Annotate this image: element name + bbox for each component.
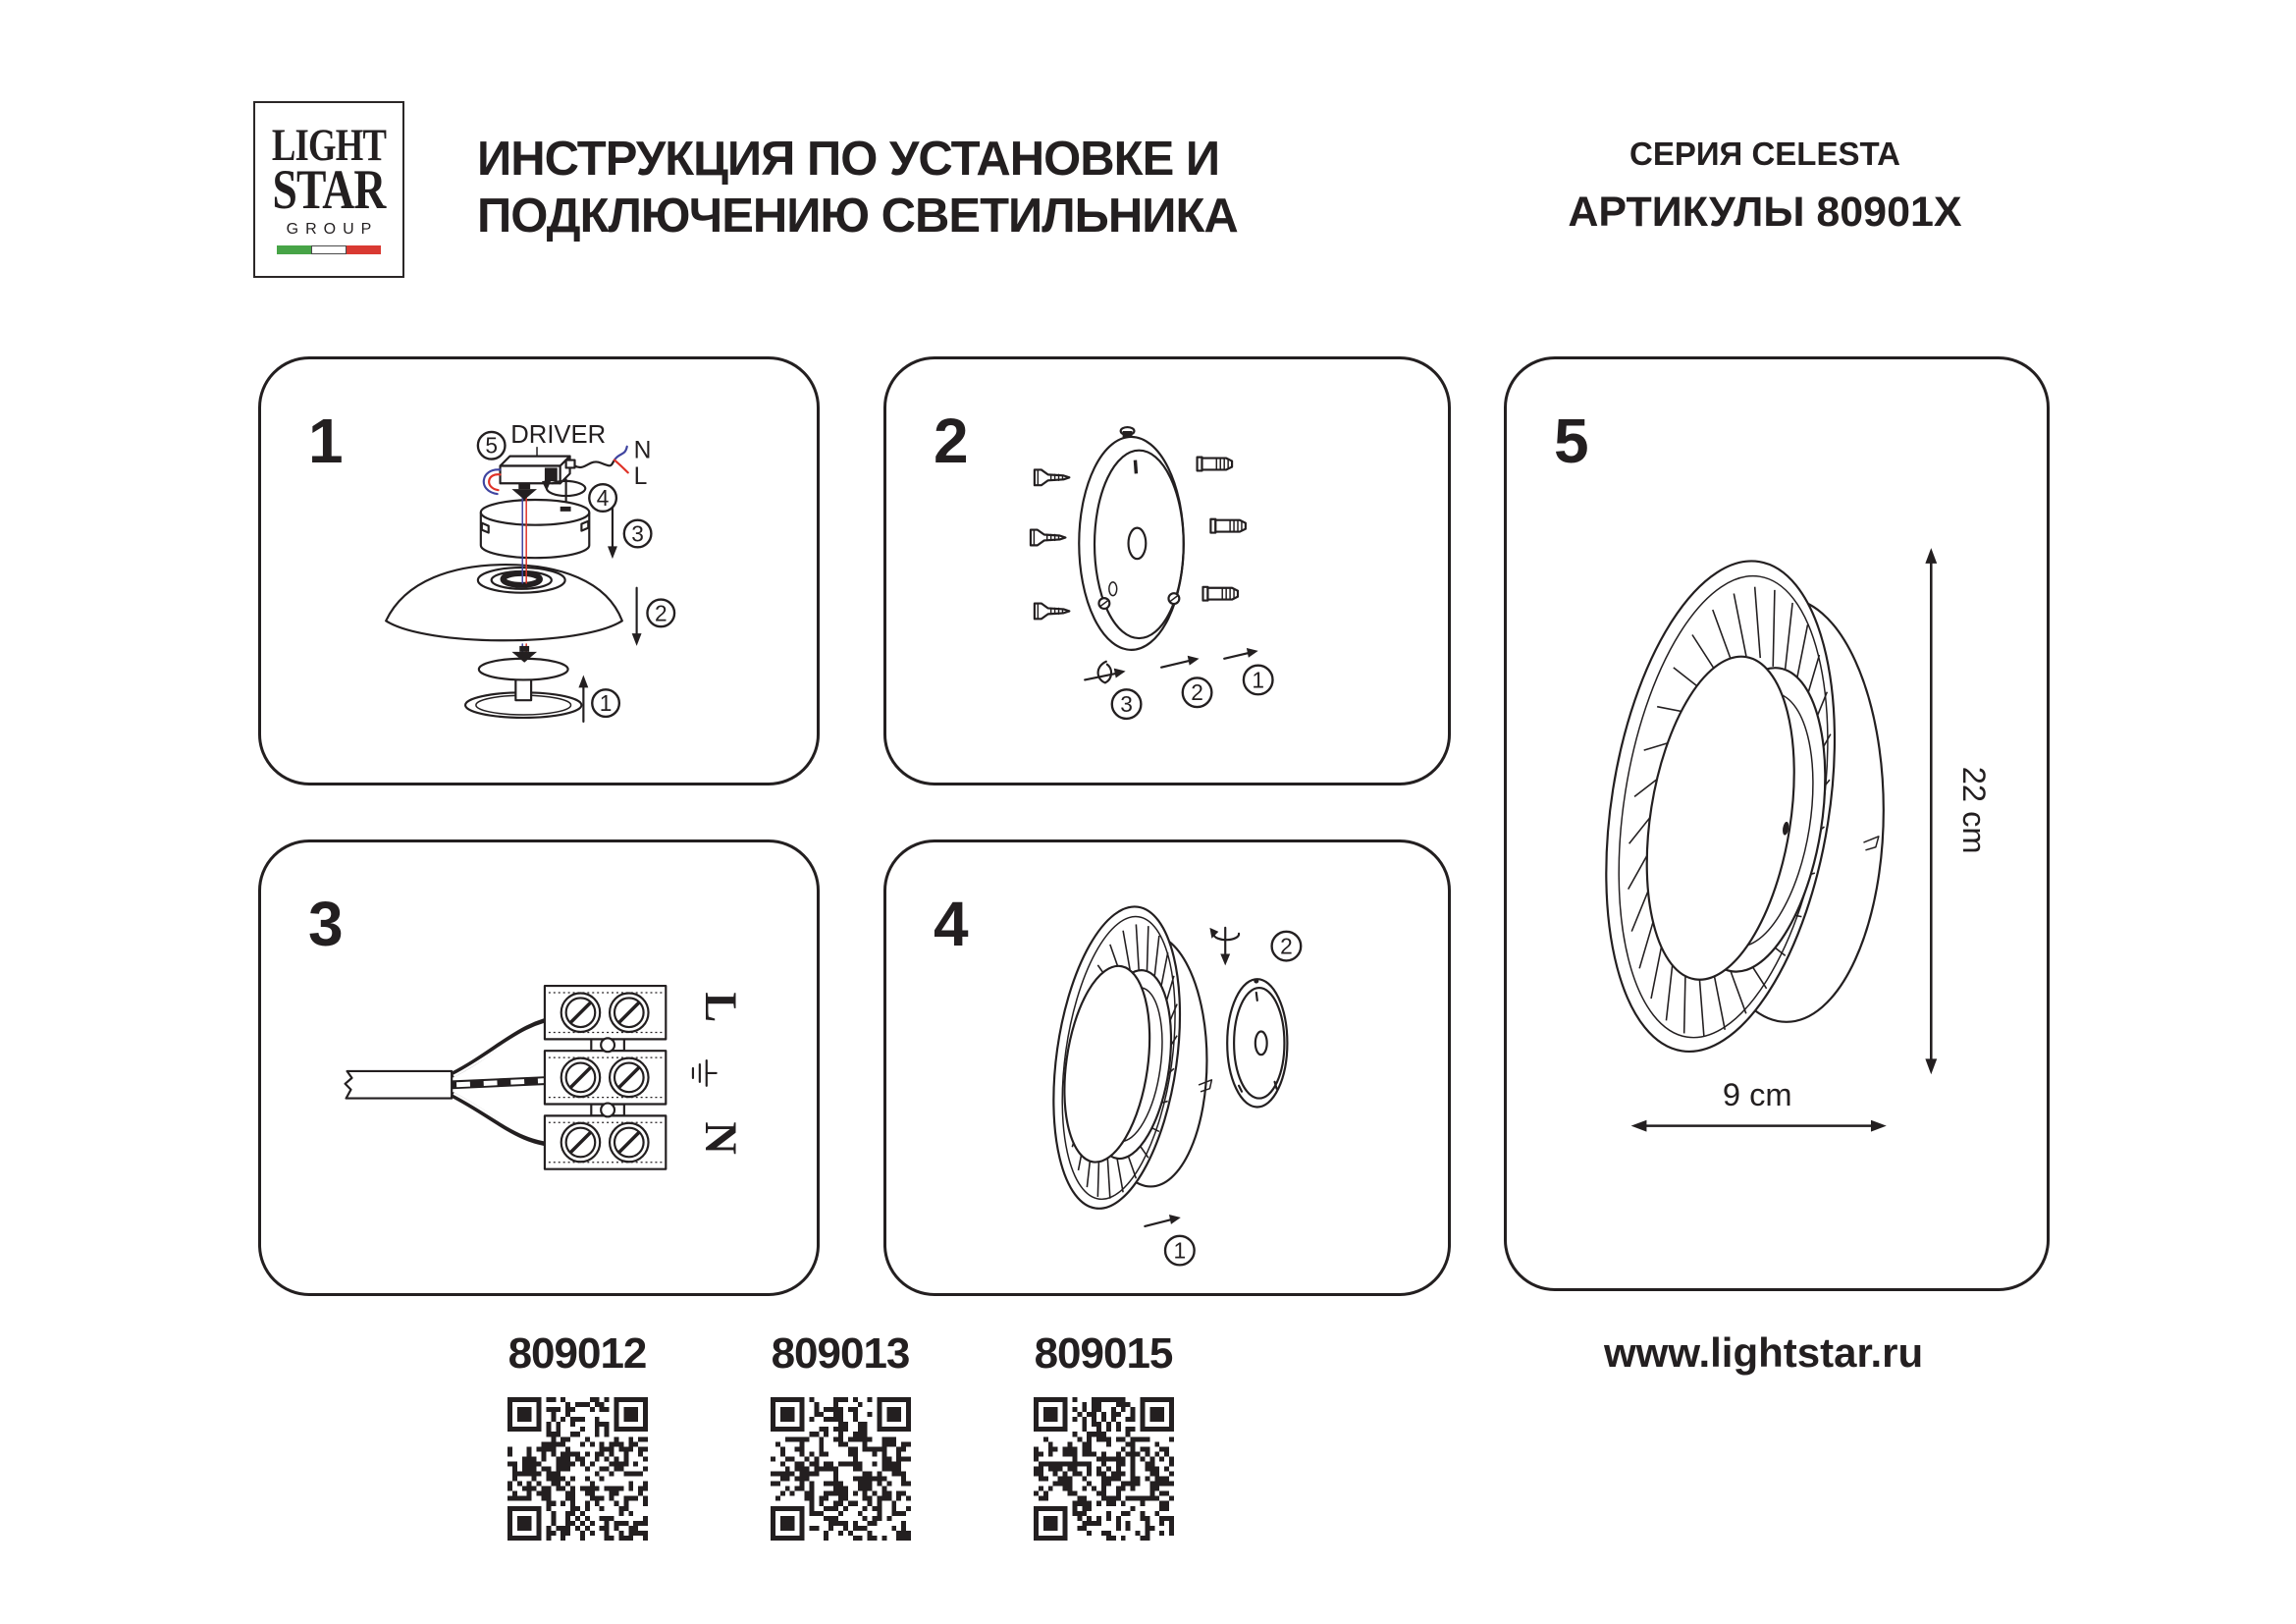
- flag-red-stripe: [347, 245, 381, 254]
- canopy-icon: [481, 500, 589, 558]
- article-809015: [1025, 1329, 1182, 1545]
- panel-5-number: 5: [1554, 406, 1589, 476]
- qr-code: [1034, 1397, 1174, 1541]
- step-panel-5: [1504, 356, 2050, 1291]
- step-badge-5: [478, 432, 506, 460]
- step-badge-1: [1165, 1236, 1195, 1266]
- terminal-label-line: L: [694, 992, 745, 1023]
- series-block: [1559, 135, 1971, 237]
- screw-icon: [1031, 530, 1066, 546]
- step-badge-1: [1244, 666, 1273, 695]
- article-code: 809015: [1034, 1329, 1173, 1378]
- diffuser-stack-icon: [465, 646, 581, 718]
- step-panel-1: [258, 356, 820, 785]
- lamp-front-icon: [1575, 545, 1884, 1068]
- svg-text:2: 2: [654, 600, 667, 626]
- svg-text:2: 2: [1191, 679, 1203, 706]
- mounting-plate-icon: [1079, 427, 1184, 650]
- terminal-block-icon: [545, 986, 666, 1169]
- svg-text:1: 1: [599, 690, 613, 717]
- screw-icon: [1035, 469, 1070, 485]
- screwing-motion-icon: [1209, 928, 1239, 965]
- flag-white-stripe: [311, 245, 347, 254]
- step-badge-1: [592, 689, 619, 717]
- article-code: 809013: [771, 1329, 910, 1378]
- flag-green-stripe: [277, 245, 311, 254]
- led-driver-icon: [501, 457, 575, 484]
- article-809012: [499, 1329, 656, 1545]
- wiring-diagram: [261, 842, 817, 1293]
- line-wire: [614, 460, 628, 473]
- ribbed-shade-icon: [1036, 898, 1211, 1217]
- screwing-motion-icon: [1085, 662, 1125, 683]
- svg-text:1: 1: [1252, 667, 1265, 693]
- wall-anchor-icon: [1198, 458, 1233, 471]
- screw-icon: [1035, 604, 1070, 620]
- wall-anchor-icon: [1202, 587, 1238, 601]
- logo-word-light: LIGHT: [271, 120, 387, 171]
- lightstar-logo: [253, 101, 404, 278]
- step-badge-2: [1272, 932, 1302, 961]
- mains-cable-icon: [346, 1071, 453, 1099]
- driver-label: DRIVER: [510, 420, 607, 449]
- article-809013: [762, 1329, 919, 1545]
- logo-word-star: STAR: [272, 159, 386, 221]
- panel-4-number: 4: [934, 889, 969, 959]
- italian-flag-icon: [277, 245, 381, 254]
- mounting-plate-diagram: [886, 359, 1448, 783]
- svg-text:5: 5: [485, 432, 498, 459]
- step-panel-2: [883, 356, 1451, 785]
- shade-icon: [386, 565, 622, 640]
- page-title-line2: ПОДКЛЮЧЕНИЮ СВЕТИЛЬНИКА: [477, 189, 1238, 243]
- articles-title: АРТИКУЛЫ 80901X: [1568, 189, 1962, 236]
- series-name: СЕРИЯ CELESTA: [1629, 135, 1901, 172]
- height-dimension-label: 22 cm: [1955, 766, 1993, 854]
- dimensions-diagram: [1507, 359, 2047, 1288]
- step-badge-2: [647, 600, 674, 627]
- terminal-label-neutral: N: [694, 1121, 745, 1155]
- step-badge-4: [589, 484, 616, 512]
- svg-text:4: 4: [596, 484, 610, 511]
- page-title: [477, 131, 1238, 244]
- wire-label-l: L: [633, 463, 648, 491]
- svg-text:3: 3: [1120, 691, 1133, 718]
- shade-mounting-diagram: [886, 842, 1448, 1293]
- exploded-view-diagram: [261, 359, 817, 783]
- back-ring-icon: [1227, 979, 1287, 1108]
- svg-text:2: 2: [1280, 933, 1293, 959]
- step-panel-3: [258, 839, 820, 1296]
- panel-3-number: 3: [308, 889, 344, 959]
- wall-anchor-icon: [1210, 519, 1246, 533]
- page-title-line1: ИНСТРУКЦИЯ ПО УСТАНОВКЕ И: [477, 133, 1220, 186]
- svg-text:3: 3: [631, 520, 644, 547]
- website-url: www.lightstar.ru: [1604, 1329, 1924, 1376]
- logo-word-group: GROUP: [286, 221, 379, 238]
- qr-code: [507, 1397, 648, 1541]
- wire-label-n: N: [633, 437, 652, 464]
- panel-2-number: 2: [934, 406, 969, 476]
- article-code: 809012: [507, 1329, 647, 1378]
- neutral-wire: [614, 447, 627, 460]
- step-panel-4: [883, 839, 1451, 1296]
- svg-text:1: 1: [1173, 1237, 1187, 1264]
- step-badge-2: [1183, 677, 1212, 707]
- panel-1-number: 1: [308, 406, 344, 476]
- depth-dimension-label: 9 cm: [1722, 1075, 1792, 1112]
- qr-code: [771, 1397, 911, 1541]
- step-badge-3: [624, 520, 652, 548]
- step-badge-3: [1112, 689, 1142, 719]
- earth-ground-icon: [693, 1060, 717, 1086]
